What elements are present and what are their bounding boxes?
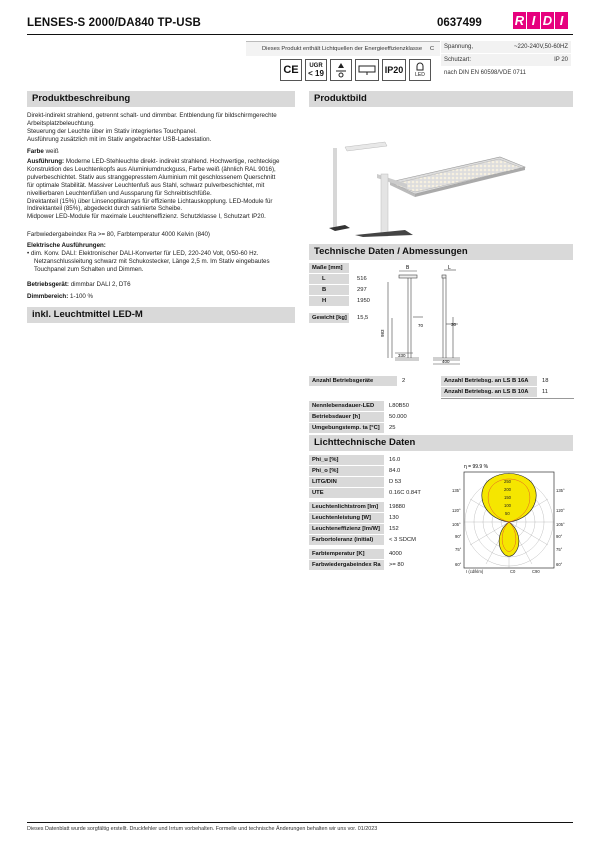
curve-label-c90: C90 (532, 569, 540, 574)
operating-value: 2 (402, 378, 406, 384)
light-value: D 53 (389, 479, 402, 485)
led-label: LED (415, 72, 425, 78)
lifetime-value: 25 (389, 425, 396, 431)
light-row (309, 455, 444, 465)
lifetime-key: Nennlebensdauer-LED (309, 401, 384, 411)
light-row (309, 549, 444, 559)
operating-key: Anzahl Betriebsgeräte (309, 376, 397, 386)
color-line (27, 148, 297, 156)
drawing-label-height: 983 (380, 329, 385, 337)
light-row (309, 477, 444, 487)
ballast-value: dimmbar DALI 2, DT6 (70, 281, 131, 288)
operating-row (309, 376, 439, 386)
light-key: Farbwiedergabeindex Ra (309, 560, 384, 570)
light-key: LITG/DIN (309, 477, 384, 487)
efficiency-label: η = 99.9 % (464, 464, 489, 470)
spec-row (441, 54, 571, 67)
operating-key: Anzahl Betriebsg. an LS B 10A (441, 387, 537, 397)
design-text (27, 158, 297, 221)
logo-letter: I (555, 12, 568, 29)
operating-key: Anzahl Betriebsg. an LS B 16A (441, 376, 537, 386)
angle-label-left: 90° (455, 534, 462, 539)
spec-value: ~220-240V,50-60HZ (514, 44, 568, 50)
dimension-header-row (309, 263, 349, 273)
spec-value: IP 20 (554, 57, 568, 63)
led-icon (409, 59, 431, 81)
operating-value: 11 (542, 389, 549, 395)
drawing-label-d: 330 (398, 353, 406, 358)
dimming-value: 1-100 % (70, 293, 94, 300)
dimmable-icon (330, 59, 352, 81)
angle-label-right: 60° (556, 562, 563, 567)
operating-row (441, 387, 573, 397)
design-label: Ausführung: (27, 158, 65, 165)
drawing-label-e: 400 (442, 359, 450, 364)
design-line: Konstruktion des Leuchtenkopfs aus Aluminiumdruckguss, Farbe weiß (ähnlich RAL 9016), (27, 165, 276, 173)
angle-label-left: 60° (455, 562, 462, 567)
angle-label-left: 135° (452, 488, 461, 493)
operating-divider (441, 398, 574, 399)
ring-label: 250 (504, 479, 511, 484)
light-value: 16.0 (389, 457, 401, 463)
dimension-header: Maße [mm] (309, 263, 349, 273)
description-intro (27, 112, 297, 144)
electrical-label: Elektrische Ausführungen: (27, 242, 106, 249)
light-key: Leuchteneffizienz [lm/W] (309, 524, 384, 534)
light-row (309, 560, 444, 570)
angle-label-left: 105° (452, 522, 461, 527)
angle-label-right: 90° (556, 534, 563, 539)
light-key: Leuchtenleistung [W] (309, 513, 384, 523)
light-row (309, 535, 444, 545)
luminaire-icon (355, 59, 379, 81)
certification-icons (280, 59, 431, 81)
operating-row (441, 376, 573, 386)
light-value: 152 (389, 526, 399, 532)
light-row (309, 488, 444, 498)
logo-letter: I (527, 12, 540, 29)
dimming-label: Dimmbereich: (27, 293, 69, 300)
logo-letter: R (514, 13, 525, 28)
weight-value: 15,5 (357, 315, 369, 321)
section-header-technical: Technische Daten / Abmessungen (309, 244, 573, 260)
ce-icon: CE (280, 59, 302, 81)
electrical-line: Netzanschlussleitung schwarz mit Schukostecker, Länge 2,5 m. Im Stativ eingebautes (34, 257, 270, 265)
header-rule (27, 34, 573, 35)
spec-row (441, 67, 571, 80)
design-line: pulverbeschichtet. Stativ aus stranggepresstem Aluminium mit geschlossenem Querschnitt (27, 173, 276, 181)
ballast-label: Betriebsgerät: (27, 281, 69, 288)
section-header-image: Produktbild (309, 91, 573, 107)
ring-label: 150 (504, 495, 511, 500)
spec-label: Spannung, (444, 44, 474, 50)
energy-info-text: Dieses Produkt enthält Lichtquellen der Energieeffizienzklasse (262, 46, 423, 52)
drawing-label-a: 70 (418, 323, 424, 328)
article-number: 0637499 (437, 17, 482, 29)
drawing-label-b: B (406, 265, 410, 271)
design-line: Direktanteil (15%) über Linsenoptikarrays für effiziente Lichtauskopplung. LED-Module für (27, 197, 273, 205)
energy-class: C (429, 46, 434, 52)
light-row (309, 513, 444, 523)
light-key: Phi_u [%] (309, 455, 384, 465)
curve-label-c0: C0 (510, 569, 516, 574)
description-line: Direkt-indirekt strahlend, getrennt schalt- und dimmbar. Entblendung für bildschirmgerechte (27, 112, 277, 119)
dimension-key: L (309, 274, 349, 284)
angle-label-right: 105° (556, 522, 565, 527)
lifetime-row (309, 412, 434, 422)
color-value: weiß (45, 148, 59, 155)
ring-label: 50 (505, 511, 510, 516)
design-line: für optimale Stabilität. Massiver Leuchtenfuß aus Stahl, schwarz pulverbeschichtet, mit (27, 181, 265, 189)
ugr-label: UGR (309, 63, 323, 69)
weight-label: Gewicht [kg] (309, 313, 349, 323)
light-value: 0.16C 0.84T (389, 490, 421, 496)
unit-label: I (cd/klm) (466, 569, 484, 574)
ring-label: 200 (504, 487, 511, 492)
electrical-versions (27, 242, 297, 274)
spec-label: Schutzart: (444, 57, 472, 63)
light-key: Farbortoleranz (initial) (309, 535, 384, 545)
ring-label: 100 (504, 503, 511, 508)
angle-label-right: 75° (556, 547, 563, 552)
light-value: 4000 (389, 551, 402, 557)
lifetime-row (309, 401, 434, 411)
electrical-line: Touchpanel zum Schalten und Dimmen. (34, 265, 144, 273)
color-rendering-text: Farbwiedergabeindex Ra >= 80, Farbtemperatur 4000 Kelvin (840) (27, 231, 210, 238)
design-line: Midpower LED-Module für maximale Leuchteneffizienz. Schutzklasse I, Schutzart IP20. (27, 213, 266, 221)
lifetime-value: L80B50 (389, 403, 409, 409)
electrical-spec-box (441, 41, 571, 80)
light-row (309, 466, 444, 476)
dimension-drawing (378, 262, 473, 370)
ridi-logo (513, 12, 568, 29)
logo-letter: D (542, 13, 553, 28)
light-value: 19880 (389, 504, 406, 510)
description-line: Ausführung zusätzlich mit im Stativ angebrachter USB-Ladestation. (27, 135, 212, 143)
color-label: Farbe (27, 148, 44, 155)
ip-rating-icon: IP20 (382, 59, 406, 81)
angle-label-right: 120° (556, 508, 565, 513)
electrical-line: • dim. Konv. DALI: Elektronischer DALI-Konverter für LED, 220-240 Volt, 0/50-60 Hz. (27, 249, 259, 257)
ballast-line (27, 281, 297, 289)
design-line: Indirektanteil (85%), abgedeckt durch satinierte Scheibe. (27, 205, 183, 213)
light-key: Leuchtenlichtstrom [lm] (309, 502, 384, 512)
lifetime-key: Umgebungstemp. ta [°C] (309, 423, 384, 433)
dimension-value: 1950 (357, 298, 370, 304)
dimension-key: B (309, 285, 349, 295)
section-header-light: Lichttechnische Daten (309, 435, 573, 451)
dimension-key: H (309, 296, 349, 306)
design-line: nivellierbaren Leuchtenfüßen und Aussparung für Schreibtischfüße. (27, 189, 212, 197)
spec-label: nach DIN EN 60598/VDE 0711 (444, 70, 526, 76)
design-line: Moderne LED-Stehleuchte direkt- indirekt strahlend. Hochwertige, rechteckige (65, 158, 280, 165)
light-key: UTE (309, 488, 384, 498)
lifetime-key: Betriebsdauer [h] (309, 412, 384, 422)
dimension-value: 297 (357, 287, 367, 293)
light-key: Phi_o [%] (309, 466, 384, 476)
product-image (315, 112, 535, 237)
drawing-label-c: 30 (451, 322, 457, 327)
light-row (309, 524, 444, 534)
angle-label-left: 120° (452, 508, 461, 513)
light-distribution-diagram (452, 460, 570, 575)
ugr-value: < 19 (308, 69, 324, 78)
dimming-line (27, 293, 297, 301)
operating-value: 18 (542, 378, 549, 384)
footer-disclaimer: Dieses Datenblatt wurde sorgfältig erstellt. Druckfehler und Irrtum vorbehalten. Formelle und technische Änderungen behalten wir uns vor. 01/2023 (27, 826, 378, 832)
drawing-label-l: L (448, 265, 451, 271)
section-header-description: Produktbeschreibung (27, 91, 295, 107)
light-value: 130 (389, 515, 399, 521)
angle-label-left: 75° (455, 547, 462, 552)
description-line: Arbeitsplatzbeleuchtung. (27, 119, 95, 127)
description-line: Steuerung der Leuchte über im Stativ integriertes Touchpanel. (27, 127, 197, 135)
light-row (309, 502, 444, 512)
ugr-icon (305, 59, 327, 81)
light-key: Farbtemperatur [K] (309, 549, 384, 559)
lifetime-row (309, 423, 434, 433)
light-value: < 3 SDCM (389, 537, 416, 543)
lifetime-value: 50.000 (389, 414, 407, 420)
spec-row (441, 41, 571, 54)
footer-rule (27, 822, 573, 823)
angle-label-right: 135° (556, 488, 565, 493)
light-value: 84.0 (389, 468, 401, 474)
energy-info (246, 41, 440, 56)
light-value: >= 80 (389, 562, 404, 568)
product-title: LENSES-S 2000/DA840 TP-USB (27, 17, 201, 29)
dimension-value: 516 (357, 276, 367, 282)
section-header-included: inkl. Leuchtmittel LED-M (27, 307, 295, 323)
